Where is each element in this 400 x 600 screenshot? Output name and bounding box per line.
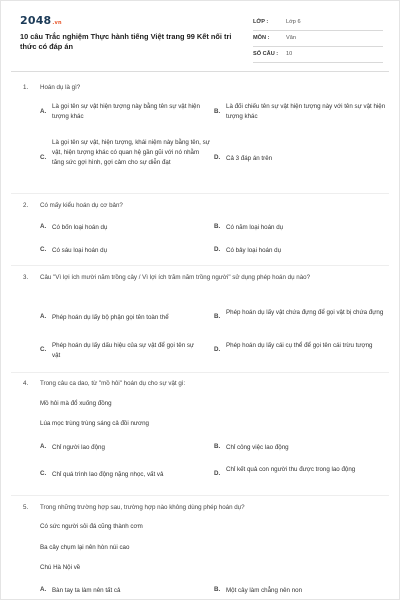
- meta-value: 10: [286, 51, 293, 57]
- question-head: [23, 201, 383, 211]
- meta-value: Lớp 6: [286, 19, 301, 25]
- question-text: Có mấy kiểu hoán dụ cơ bản?: [40, 202, 123, 209]
- option-text: Cả 3 đáp án trên: [226, 155, 273, 162]
- question-text: Câu "Vì lợi ích mười năm trồng cây / Vì lợi ích trăm năm trồng người" sử dụng phép hoán dụ nào?: [40, 274, 311, 281]
- page-title: 10 câu Trắc nghiệm Thực hành tiếng Việt trang 99 Kết nối tri thức có đáp án: [20, 32, 232, 51]
- option-text: Chỉ quá trình lao động nặng nhọc, vất vả: [52, 471, 164, 478]
- option-letter: A.: [40, 443, 47, 450]
- option-letter: A.: [40, 313, 47, 320]
- option-text: Là đối chiếu tên sự vật hiện tượng này với tên sự vật hiện tượng khác: [226, 103, 386, 120]
- option-text: Một cây làm chẳng nên non: [226, 587, 303, 594]
- option-letter: D.: [214, 154, 221, 161]
- option-letter: D.: [214, 346, 221, 353]
- option-letter: C.: [40, 346, 47, 353]
- option-letter: A.: [40, 223, 47, 230]
- option-text: Phép hoán dụ lấy cái cụ thể để gọi tên cái trừu tượng: [226, 342, 373, 349]
- meta-row-subject: [253, 32, 383, 47]
- divider: [11, 372, 389, 373]
- option-text: Phép hoán dụ lấy dấu hiệu của sự vật để gọi tên sự vật: [52, 342, 195, 359]
- divider: [11, 193, 389, 194]
- meta-value: Văn: [286, 35, 296, 41]
- divider: [11, 265, 389, 266]
- option-letter: A.: [40, 108, 47, 115]
- option-letter: C.: [40, 246, 47, 253]
- meta-info: [253, 16, 383, 64]
- excerpt-line: Chú Hà Nội về: [40, 564, 81, 571]
- meta-row-class: [253, 16, 383, 31]
- question-text: Hoán dụ là gì?: [40, 84, 81, 91]
- question-head: [23, 379, 383, 389]
- option-letter: B.: [214, 223, 221, 230]
- question-head: [23, 503, 383, 513]
- option-letter: D.: [214, 470, 221, 477]
- option-text: Chỉ công việc lao động: [226, 444, 289, 451]
- option-letter: C.: [40, 154, 47, 161]
- excerpt-line: Lúa mọc trùng trùng sáng cả đồi nương: [40, 420, 149, 427]
- excerpt-line: Có sức người sỏi đá cũng thành cơm: [40, 523, 143, 530]
- logo-domain: .vn: [52, 20, 62, 26]
- option-text: Là gọi tên sự vật, hiện tượng, khái niệm này bằng tên, sự vật, hiện tượng khác có quan hệ gần gũi với nó nhằm tăng sức gợi hình, gợi cảm cho sự diễn đạt: [52, 139, 210, 166]
- option-text: Bàn tay ta làm nên tất cả: [52, 587, 121, 594]
- question-5: [23, 503, 383, 513]
- option-text: Là gọi tên sự vật hiện tượng này bằng tên sự vật hiện tượng khác: [52, 103, 200, 120]
- question-text: Trong những trường hợp sau, trường hợp nào không dùng phép hoán dụ?: [40, 504, 245, 511]
- meta-label: MÔN :: [253, 35, 270, 41]
- question-head: [23, 273, 383, 283]
- question-text: Trong câu ca dao, từ "mồ hôi" hoán dụ cho sự vật gì:: [40, 380, 186, 387]
- excerpt-line: Ba cây chụm lại nên hòn núi cao: [40, 544, 130, 551]
- question-3: [23, 273, 383, 283]
- meta-row-count: [253, 48, 383, 63]
- divider: [11, 495, 389, 496]
- option-text: Phép hoán dụ lấy vật chứa đựng để gọi vật bị chứa đựng: [226, 309, 384, 316]
- excerpt-line: Mồ hôi mà đổ xuống đồng: [40, 400, 112, 407]
- question-number: 4.: [23, 380, 29, 387]
- option-text: Có bảy loại hoán dụ: [226, 247, 282, 254]
- question-number: 5.: [23, 504, 29, 511]
- option-text: Có năm loại hoán dụ: [226, 224, 284, 231]
- option-text: Chỉ người lao động: [52, 444, 105, 451]
- option-text: Phép hoán dụ lấy bộ phận gọi tên toàn thể: [52, 314, 169, 321]
- option-letter: B.: [214, 313, 221, 320]
- question-4: [23, 379, 383, 389]
- meta-label: LỚP :: [253, 19, 269, 25]
- meta-label: SỐ CÂU :: [253, 51, 279, 57]
- option-letter: B.: [214, 108, 221, 115]
- question-2: [23, 201, 383, 211]
- site-logo[interactable]: [20, 14, 62, 27]
- option-letter: A.: [40, 586, 47, 593]
- question-1: [23, 83, 383, 93]
- option-letter: B.: [214, 443, 221, 450]
- option-letter: C.: [40, 470, 47, 477]
- question-number: 1.: [23, 84, 29, 91]
- option-letter: D.: [214, 246, 221, 253]
- question-number: 2.: [23, 202, 29, 209]
- header: [1, 1, 399, 69]
- option-text: Có bốn loại hoán dụ: [52, 224, 108, 231]
- question-head: [23, 83, 383, 93]
- option-text: Chỉ kết quả con người thu được trong lao động: [226, 466, 356, 473]
- question-number: 3.: [23, 274, 29, 281]
- option-letter: B.: [214, 586, 221, 593]
- divider: [11, 71, 389, 72]
- logo-text: 2048: [20, 14, 52, 27]
- option-text: Có sáu loại hoán dụ: [52, 247, 108, 254]
